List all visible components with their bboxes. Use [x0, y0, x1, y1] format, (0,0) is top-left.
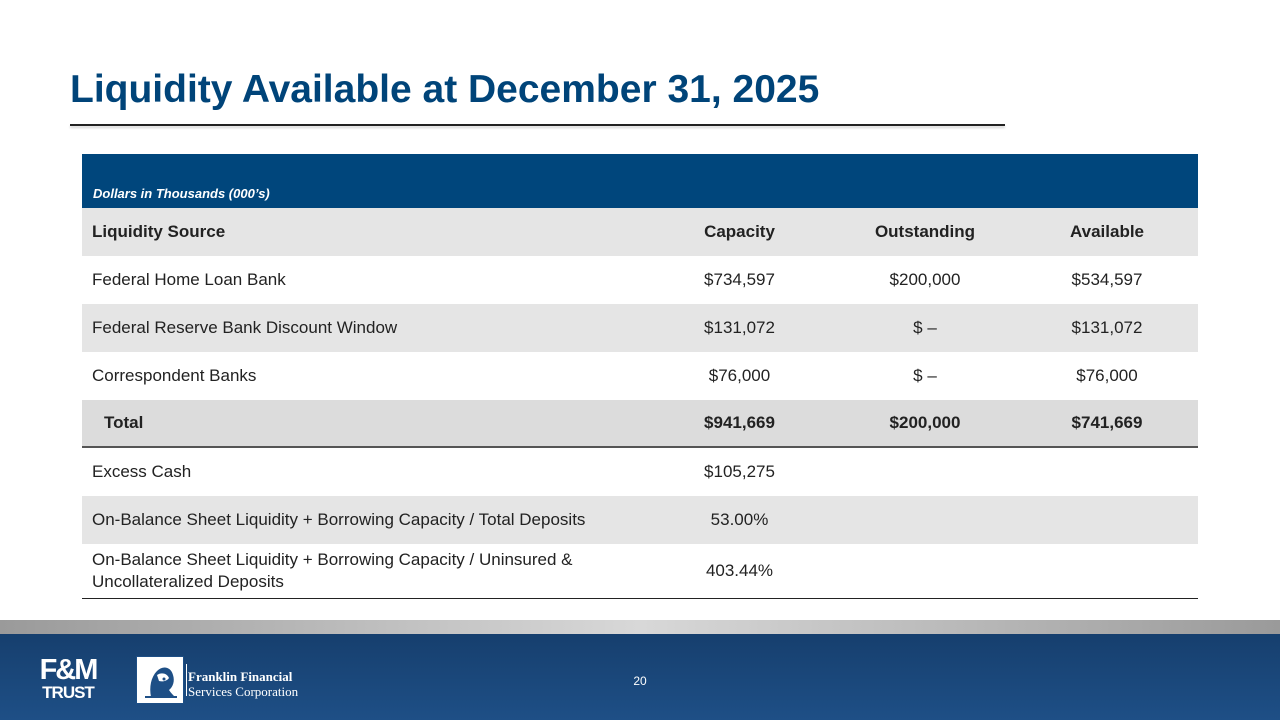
row-source: Correspondent Banks — [92, 365, 257, 385]
excess-cash-label: Excess Cash — [92, 461, 192, 481]
logo-divider — [186, 664, 187, 696]
total-label: Total — [104, 412, 144, 432]
ratio-total-deposits-label: On-Balance Sheet Liquidity + Borrowing Capacity / Total Deposits — [92, 509, 586, 529]
header-outstanding: Outstanding — [874, 222, 976, 241]
table-row — [82, 352, 1198, 400]
ratio-total-deposits-row — [82, 496, 1198, 544]
excess-cash-value: $105,275 — [704, 462, 775, 481]
row-outstanding: $ – — [913, 366, 937, 385]
ffsc-wordmark — [188, 669, 298, 699]
row-source: Federal Home Loan Bank — [92, 269, 286, 289]
total-available: $741,669 — [1071, 413, 1143, 432]
franklin-financial-logo — [136, 656, 304, 704]
title-underline — [70, 124, 1005, 126]
footer-divider-strip — [0, 620, 1280, 634]
row-outstanding: $200,000 — [889, 270, 961, 289]
row-capacity: $131,072 — [704, 318, 775, 337]
column-header-row — [82, 208, 1198, 256]
ratio-uninsured-label-line1: On-Balance Sheet Liquidity + Borrowing Capacity / Uninsured & — [92, 549, 573, 569]
page-number: 20 — [633, 674, 647, 688]
total-outstanding: $200,000 — [889, 413, 961, 432]
total-capacity: $941,669 — [704, 413, 775, 432]
table-row — [82, 256, 1198, 304]
row-available: $131,072 — [1071, 318, 1143, 337]
header-available: Available — [1069, 222, 1145, 241]
row-available: $534,597 — [1071, 270, 1143, 289]
fm-logo-line2: TRUST — [42, 683, 94, 702]
row-available: $76,000 — [1076, 366, 1138, 385]
fm-trust-logo — [26, 656, 110, 702]
table-header-band — [82, 154, 1198, 208]
row-capacity: $76,000 — [708, 366, 771, 385]
ratio-uninsured-label-line2: Uncollateralized Deposits — [92, 572, 284, 591]
slide-title: Liquidity Available at December 31, 2025 — [70, 68, 820, 111]
portrait-emblem-icon — [136, 656, 184, 704]
ratio-uninsured-deposits-label — [92, 544, 672, 598]
footer-bar — [0, 634, 1280, 720]
table-row — [82, 304, 1198, 352]
row-outstanding: $ – — [913, 318, 937, 337]
ratio-uninsured-deposits-value: 403.44% — [705, 561, 774, 580]
ratio-total-deposits-value: 53.00% — [710, 510, 769, 529]
liquidity-table — [82, 154, 1198, 599]
total-row — [82, 400, 1198, 448]
row-source: Federal Reserve Bank Discount Window — [92, 317, 398, 337]
header-capacity: Capacity — [704, 222, 775, 241]
row-capacity: $734,597 — [704, 270, 775, 289]
excess-cash-row — [82, 448, 1198, 496]
fm-logo-line1: F&M — [39, 654, 97, 686]
ffsc-line1: Franklin Financial — [188, 669, 293, 684]
units-note: Dollars in Thousands (000’s) — [93, 186, 270, 201]
header-liquidity-source: Liquidity Source — [92, 221, 226, 241]
ffsc-line2: Services Corporation — [188, 684, 299, 699]
ratio-uninsured-deposits-row — [82, 544, 1198, 599]
